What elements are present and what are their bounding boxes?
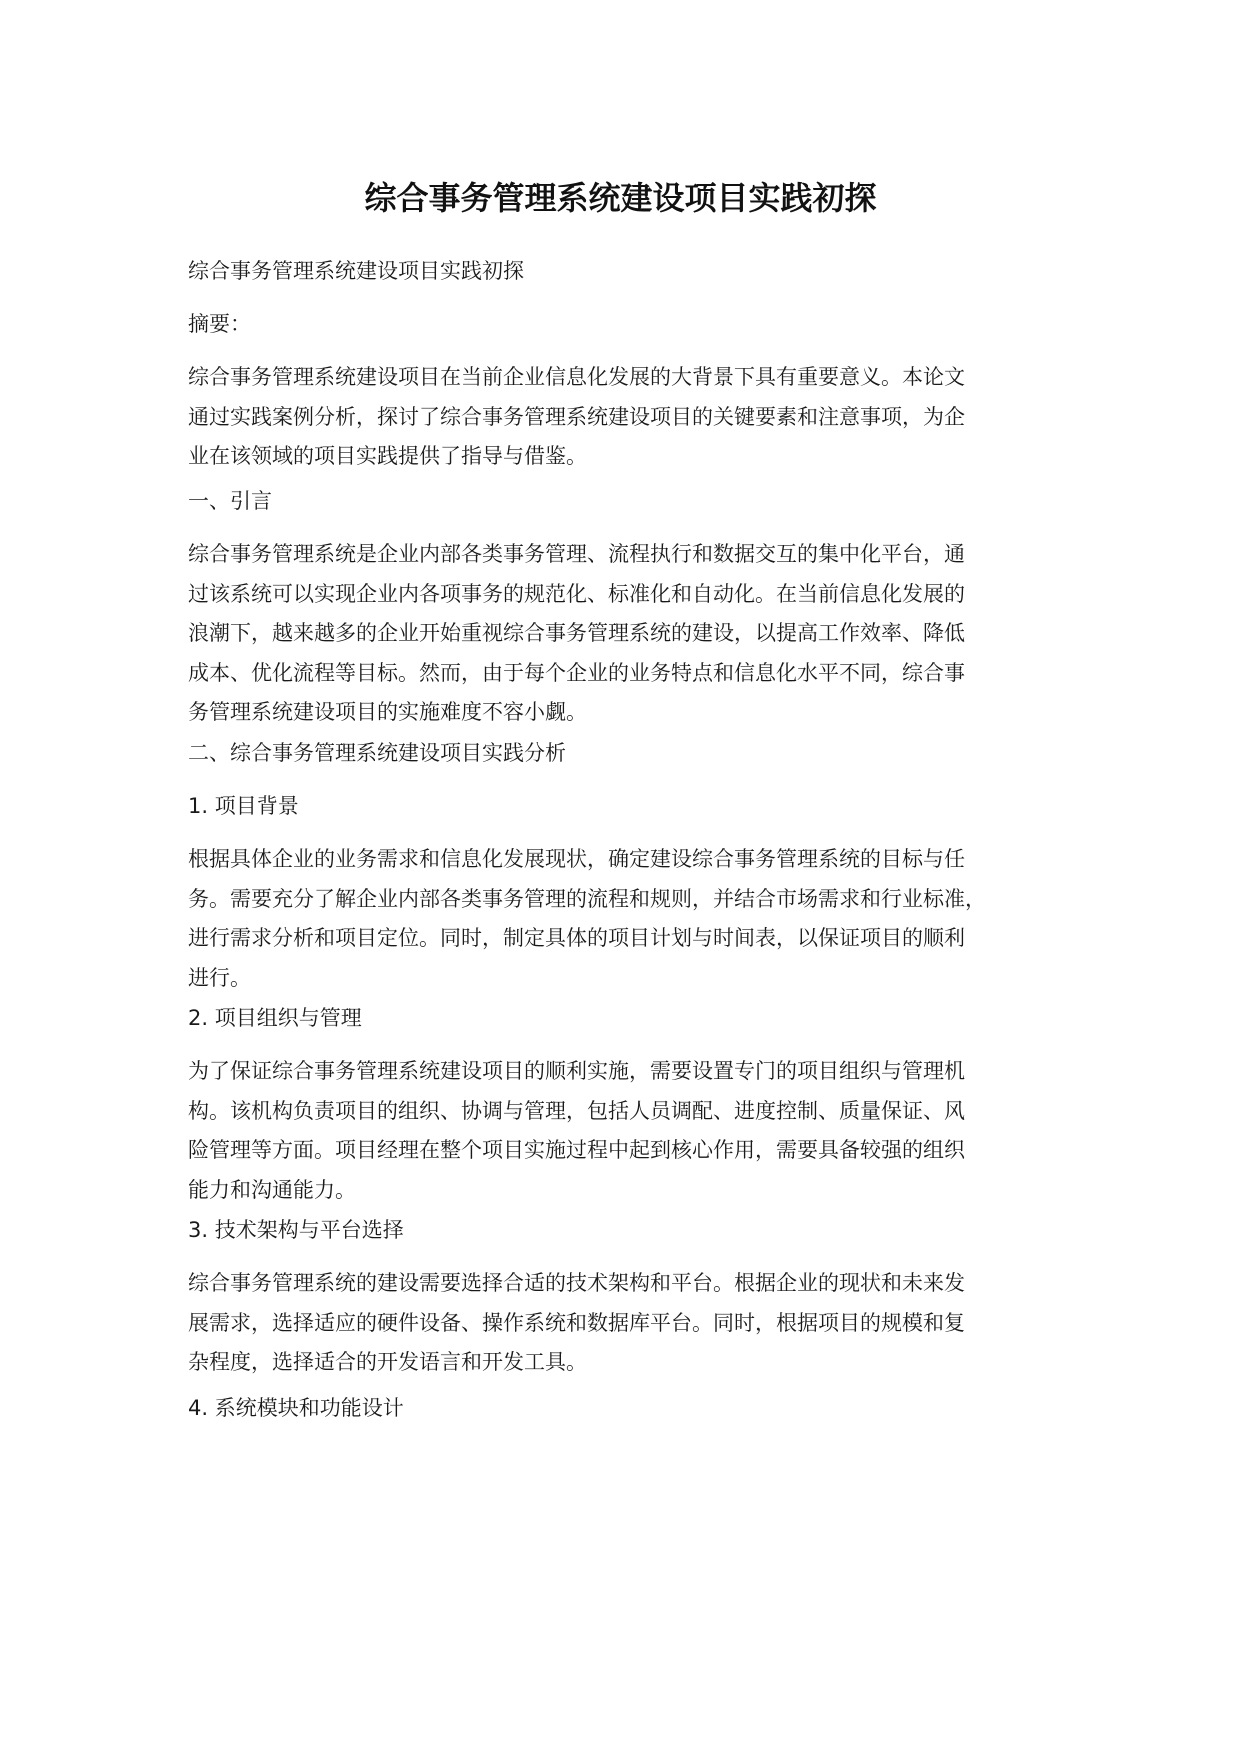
paragraph-line: 根据具体企业的业务需求和信息化发展现状，确定建设综合事务管理系统的目标与任: [188, 847, 965, 871]
background-paragraph: [188, 840, 1068, 998]
subsection-heading-architecture: 3. 技术架构与平台选择: [188, 1218, 404, 1242]
document-title: 综合事务管理系统建设项目实践初探: [364, 179, 877, 217]
paragraph-line: 展需求，选择适应的硬件设备、操作系统和数据库平台。同时，根据项目的规模和复: [188, 1310, 965, 1335]
paragraph-line: 成本、优化流程等目标。然而，由于每个企业的业务特点和信息化水平不同，综合事: [188, 660, 965, 685]
paragraph-line: 构。该机构负责项目的组织、协调与管理，包括人员调配、进度控制、质量保证、风: [188, 1098, 965, 1123]
paragraph-line: 杂程度，选择适合的开发语言和开发工具。: [188, 1350, 587, 1374]
paragraph-line: 险管理等方面。项目经理在整个项目实施过程中起到核心作用，需要具备较强的组织: [188, 1138, 965, 1162]
subsection-heading-module-design: 4. 系统模块和功能设计: [188, 1396, 404, 1420]
subtitle: 综合事务管理系统建设项目实践初探: [188, 259, 524, 283]
subsection-heading-background: 1. 项目背景: [188, 794, 299, 818]
introduction-paragraph: [188, 535, 1068, 733]
architecture-paragraph: [188, 1264, 1068, 1383]
section-heading-analysis: 二、综合事务管理系统建设项目实践分析: [188, 741, 566, 765]
paragraph-line: 综合事务管理系统的建设需要选择合适的技术架构和平台。根据企业的现状和未来发: [188, 1271, 965, 1295]
paragraph-line: 进行需求分析和项目定位。同时，制定具体的项目计划与时间表，以保证项目的顺利: [188, 926, 965, 950]
paragraph-line: 通过实践案例分析，探讨了综合事务管理系统建设项目的关键要素和注意事项，为企: [188, 404, 965, 429]
paragraph-line: 综合事务管理系统是企业内部各类事务管理、流程执行和数据交互的集中化平台，通: [188, 542, 965, 566]
paragraph-line: 进行。: [188, 965, 251, 990]
paragraph-line: 过该系统可以实现企业内各项事务的规范化、标准化和自动化。在当前信息化发展的: [188, 581, 965, 606]
paragraph-line: 为了保证综合事务管理系统建设项目的顺利实施，需要设置专门的项目组织与管理机: [188, 1059, 965, 1083]
section-heading-introduction: 一、引言: [188, 489, 272, 513]
paragraph-line: 浪潮下，越来越多的企业开始重视综合事务管理系统的建设，以提高工作效率、降低: [188, 621, 965, 645]
paragraph-line: 能力和沟通能力。: [188, 1177, 356, 1202]
paragraph-line: 务。需要充分了解企业内部各类事务管理的流程和规则，并结合市场需求和行业标准，: [188, 886, 986, 911]
paragraph-line: 业在该领域的项目实践提供了指导与借鉴。: [188, 444, 587, 468]
abstract-paragraph: [188, 358, 1068, 477]
organization-paragraph: [188, 1052, 1068, 1210]
paragraph-line: 综合事务管理系统建设项目在当前企业信息化发展的大背景下具有重要意义。本论文: [188, 365, 965, 389]
paragraph-line: 务管理系统建设项目的实施难度不容小觑。: [188, 700, 587, 724]
abstract-label: 摘要：: [188, 312, 251, 336]
subsection-heading-organization: 2. 项目组织与管理: [188, 1006, 362, 1030]
